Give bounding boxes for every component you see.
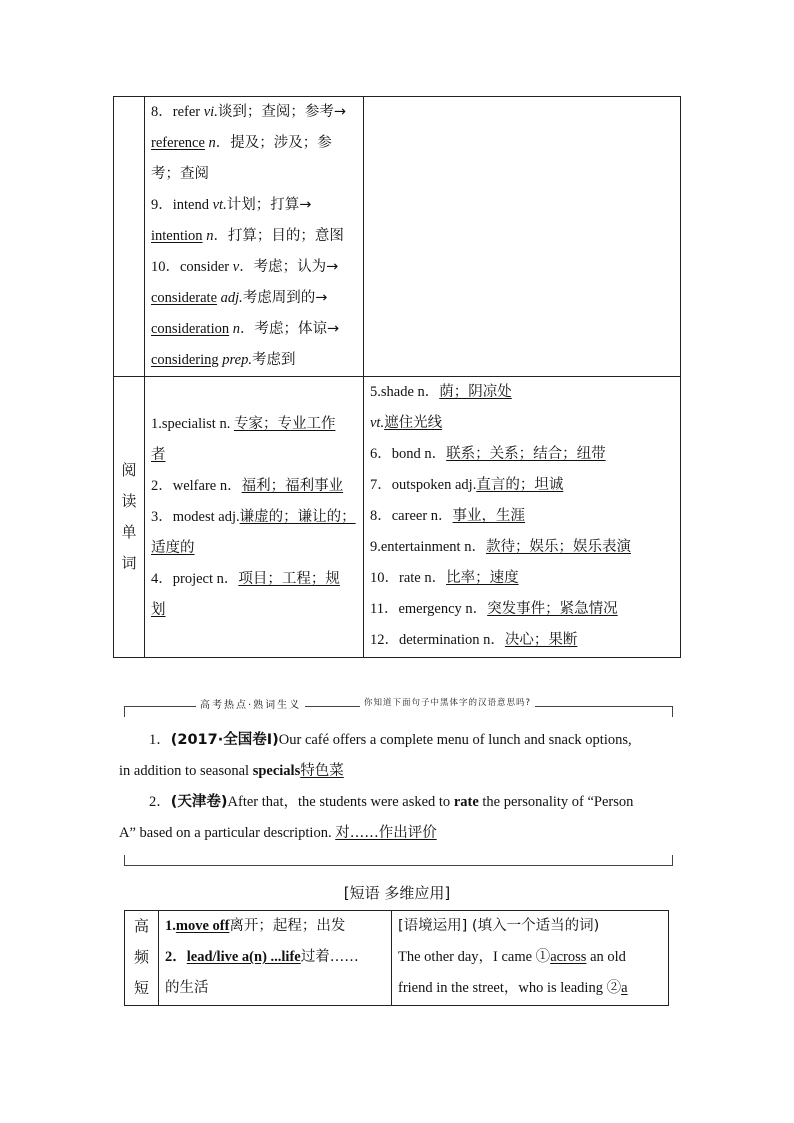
reading-line: 10．rate n．比率；速度 — [370, 570, 519, 586]
reading-line: 4．project n．项目；工程；规 — [151, 570, 340, 587]
hotspot-sentence-1-cont: in addition to seasonal specials特色菜 — [119, 763, 344, 779]
vocab-line: 10．consider v．考虑；认为→ — [151, 259, 339, 275]
phrases-heading: [短语 多维应用] — [343, 884, 451, 902]
vocab-side-cell — [114, 97, 145, 377]
reading-line: 8．career n．事业，生涯 — [370, 508, 526, 524]
reading-line: 9.entertainment n．款待；娱乐；娱乐表演 — [370, 539, 631, 555]
phrases-side-label: 高 频 短 — [125, 911, 159, 1006]
reading-line: 5.shade n．荫；阴凉处 — [370, 384, 512, 400]
hotspot-sentence-1: 1．(2017·全国卷Ⅰ)Our café offers a complete menu of lunch and snack options, — [149, 732, 632, 748]
reading-left-cell — [145, 377, 364, 658]
context-use-cell — [392, 911, 669, 1006]
vocab-line: considerate adj.考虑周到的→ — [151, 290, 328, 306]
reading-line: 3．modest adj.谦虚的；谦让的； — [151, 508, 356, 525]
reading-line: 1.specialist n. 专家；专业工作 — [151, 415, 336, 432]
reading-line: 者 — [151, 446, 166, 463]
reading-right-cell — [364, 377, 681, 658]
hotspot-subtitle: 你知道下面句子中黑体字的汉语意思吗? — [360, 696, 535, 708]
hotspot-sentence-2-cont: A” based on a particular description. 对……作出评价 — [119, 825, 437, 841]
reading-line: 11．emergency n．突发事件；紧急情况 — [370, 601, 618, 617]
vocab-line: intention n．打算；目的；意图 — [151, 228, 344, 244]
reading-line: vt.遮住光线 — [370, 415, 443, 431]
context-use-heading: [语境运用] (填入一个适当的词) — [398, 918, 600, 934]
reading-words-label: 阅 读 单 词 — [114, 377, 145, 658]
vocab-line: 考；查阅 — [151, 166, 209, 182]
derived-words-cell — [145, 97, 364, 377]
vocab-line: 9．intend vt.计划；打算→ — [151, 197, 312, 213]
phrases-table — [124, 910, 669, 1006]
banner-bottom-bracket — [124, 855, 673, 866]
reading-line: 2．welfare n．福利；福利事业 — [151, 477, 344, 494]
vocab-line: considering prep.考虑到 — [151, 352, 296, 368]
phrases-list-cell — [159, 911, 392, 1006]
reading-line: 12．determination n．决心；果断 — [370, 632, 578, 648]
reading-line: 适度的 — [151, 539, 195, 556]
phrase-item: 的生活 — [165, 980, 209, 996]
vocab-line: consideration n．考虑；体谅→ — [151, 321, 340, 337]
vocab-line: reference n．提及；涉及；参 — [151, 135, 332, 151]
context-line: The other day，I came ①across an old — [398, 949, 626, 965]
context-line: friend in the street，who is leading ②a — [398, 980, 628, 996]
hotspot-sentence-2: 2．(天津卷)After that，the students were asked to rate the personality of “Person — [149, 794, 634, 810]
hotspot-title: 高考热点·熟词生义 — [196, 696, 305, 711]
phrase-item: 1.move off离开；起程；出发 — [165, 918, 346, 934]
reading-line: 6．bond n．联系；关系；结合；纽带 — [370, 446, 606, 462]
vocab-table — [113, 96, 681, 658]
empty-cell — [364, 97, 681, 377]
phrase-item: 2．lead/live a(n) ...life过着…… — [165, 949, 359, 965]
vocab-line: 8．refer vi.谈到；查阅；参考→ — [151, 104, 346, 120]
reading-line: 划 — [151, 601, 166, 618]
reading-line: 7．outspoken adj.直言的；坦诚 — [370, 477, 564, 493]
